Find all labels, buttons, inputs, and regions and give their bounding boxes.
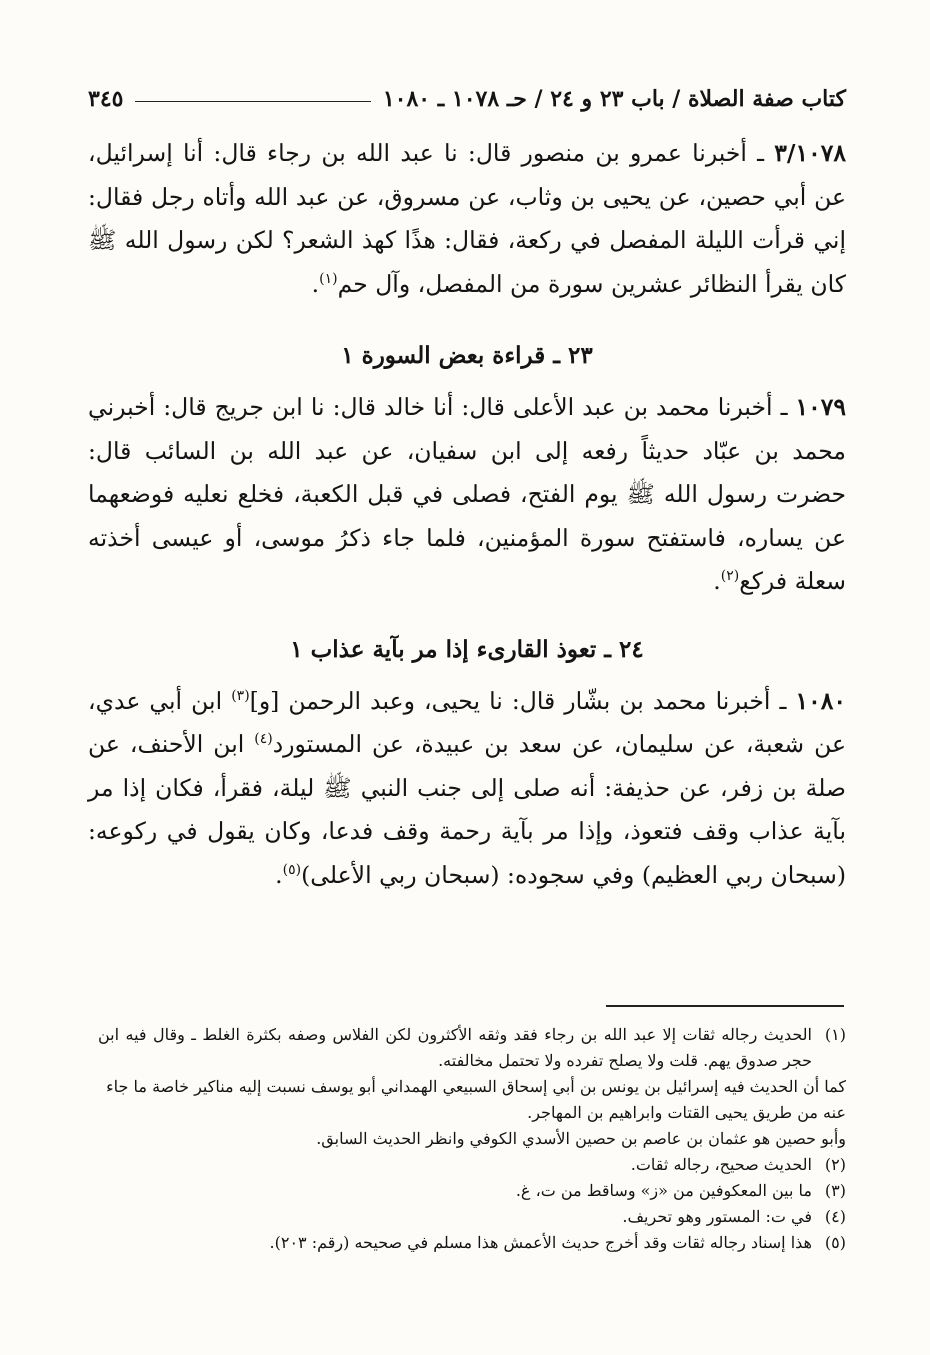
header-title: كتاب صفة الصلاة / باب ٢٣ و ٢٤ / حـ ١٠٧٨ ـ ١٠٨٠ [382,86,846,112]
footnote-text: الحديث رجاله ثقات إلا عبد الله بن رجاء فقد وثقه الأكثرون لكن الفلاس وصفه بكثرة الغلط ـ وقال فيه ابن حجر صدوق يهم. قلت ولا يصلح تفرده ولا تحتمل مخالفته. [98,1025,812,1070]
footnote-2 [98,1152,846,1178]
footnote-1-continuation: وأبو حصين هو عثمان بن عاصم بن حصين الأسدي الكوفي وانظر الحديث السابق. [316,1129,846,1148]
footnote-ref: (٥) [282,861,302,878]
hadith-number: ١٠٨٠ [795,686,846,715]
footnote-ref: (٤) [254,731,273,748]
section-heading-24: ٢٤ ـ تعوذ القارىء إذا مر بآية عذاب ١ [290,635,644,663]
hadith-text: ابن أبي عدي، عن شعبة، عن سليمان، عن سعد بن عبيدة، عن المستورد [88,686,846,758]
footnote-text: الحديث صحيح، رجاله ثقات. [630,1155,812,1174]
footnote-mark: (١) [824,1025,846,1044]
hadith-end: . [275,860,283,889]
footnote-4 [98,1204,846,1230]
header-rule [135,101,370,102]
footnote-text: في ت: المستور وهو تحريف. [622,1207,812,1226]
footnote-text: ما بين المعكوفين من «ز» وساقط من ت، غ. [515,1181,812,1200]
footnote-5 [98,1230,846,1256]
footnote-mark: (٤) [824,1207,846,1226]
hadith-text: ابن الأحنف، عن صلة بن زفر، عن حذيفة: أنه صلى إلى جنب النبي ﷺ ليلة، فقرأ، فكان إذا مر بآية عذاب وقف فتعوذ، وإذا مر بآية رحمة وقف فدعا، وكان يقول في ركوعه: (سبحان ربي العظيم) وفي سجوده: (سبحان ربي الأعلى) [88,730,846,889]
footnote-1-continuation: كما أن الحديث فيه إسرائيل بن يونس بن أبي إسحاق السبيعي الهمداني أبو يوسف نسبت إليه مناكير خاصة ما جاء عنه من طريق يحيى القتات وابراهيم بن المهاجر. [106,1077,846,1122]
hadith-text: ـ أخبرنا عمرو بن منصور قال: نا عبد الله بن رجاء قال: أنا إسرائيل، عن أبي حصين، عن يحيى بن وثاب، عن مسروق، عن عبد الله وأتاه رجل فقال: إني قرأت الليلة المفصل في ركعة، فقال: هذًا كهذ الشعر؟ لكن رسول الله ﷺ كان يقرأ النظائر عشرين سورة من المفصل، وآل حم [88,139,846,298]
footnote-ref: (٢) [720,568,740,585]
footnote-text: هذا إسناد رجاله ثقات وقد أخرج حديث الأعمش هذا مسلم في صحيحه (رقم: ٢٠٣). [269,1233,812,1252]
footnote-ref: (٣) [231,687,250,704]
hadith-1078 [88,132,846,306]
footnote-1 [98,1022,846,1074]
footnote-ref: (١) [319,270,338,287]
footnote-divider [606,1005,844,1007]
hadith-number: ٣/١٠٧٨ [774,139,846,167]
page-number: ٣٤٥ [88,86,124,112]
hadith-1080 [88,680,846,898]
hadith-end: . [713,567,721,595]
footnote-mark: (٥) [824,1233,846,1252]
hadith-1079 [88,386,846,604]
footnote-mark: (٢) [824,1155,846,1174]
section-heading-23: ٢٣ ـ قراءة بعض السورة ١ [341,342,593,369]
hadith-text: ـ أخبرنا محمد بن بشّار قال: نا يحيى، وعبد الرحمن [و] [249,686,796,715]
footnotes [98,1022,846,1256]
hadith-number: ١٠٧٩ [795,393,846,421]
footnote-3 [98,1178,846,1204]
footnote-mark: (٣) [824,1181,846,1200]
hadith-end: . [311,269,320,298]
hadith-text: ـ أخبرنا محمد بن عبد الأعلى قال: أنا خالد قال: نا ابن جريج قال: أخبرني محمد بن عبّاد حديثاً رفعه إلى ابن سفيان، عن عبد الله بن السائب قال: حضرت رسول الله ﷺ يوم الفتح، فصلى في قبل الكعبة، فخلع نعليه فوضعهما عن يساره، فاستفتح سورة المؤمنين، فلما جاء ذكرُ موسى، أو عيسى أخذته سعلة فركع [88,393,846,595]
running-header [88,82,846,116]
